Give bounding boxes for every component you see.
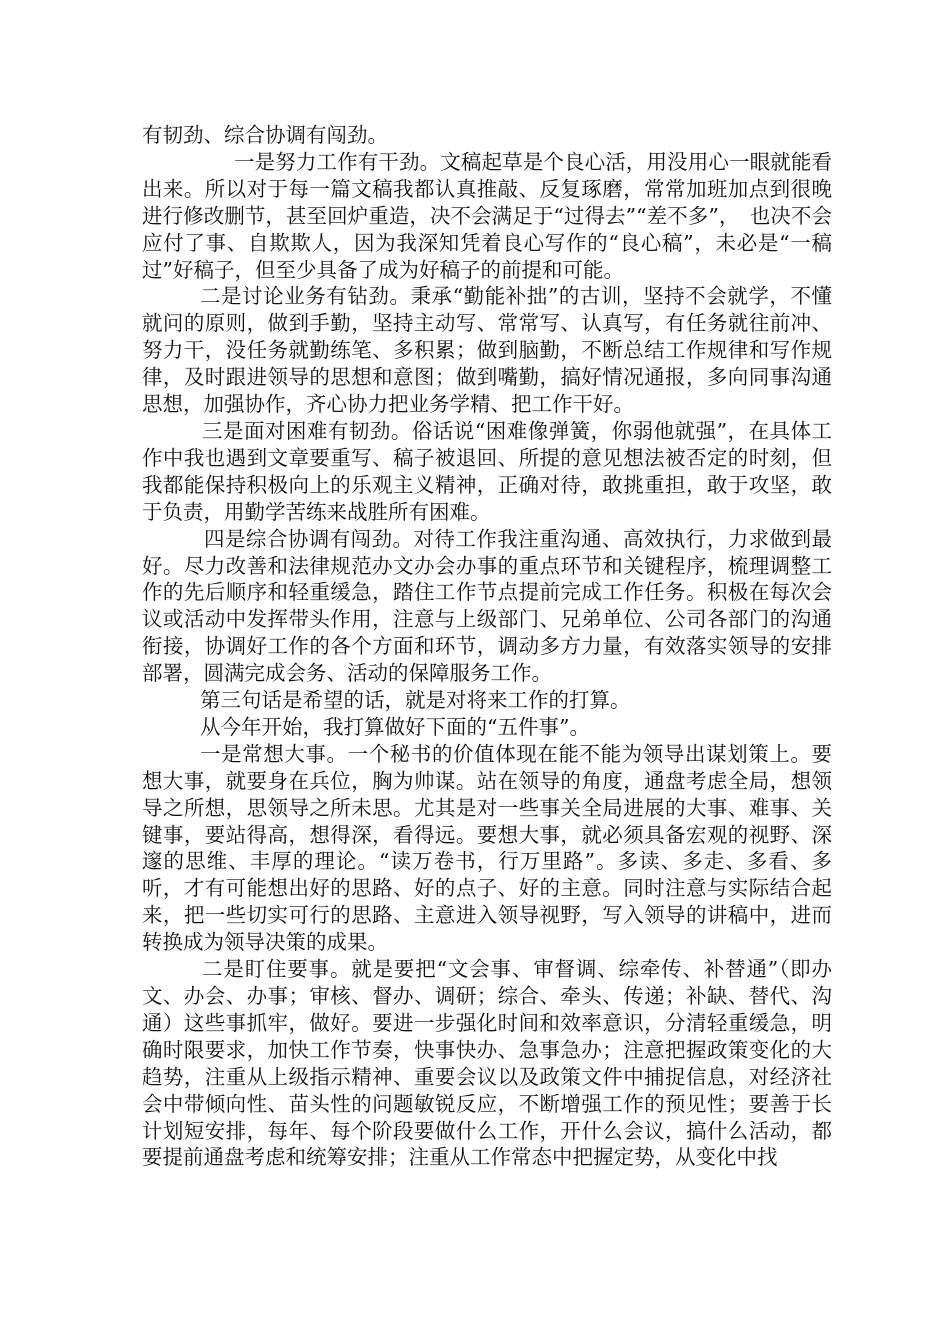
paragraph-coordination: 四是综合协调有闯劲。对待工作我注重沟通、高效执行，力求做到最好。尽力改善和法律规范办文办会办事的重点环节和关键程序，梳理调整工作的先后顺序和轻重缓急，踏住工作节点提前完成工作任务。积极在每次会议或活动中发挥带头作用，注意与上级部门、兄弟单位、公司各部门的沟通衔接，协调好工作的各个方面和环节，调动多方力量，有效落实领导的安排部署，圆满完成会务、活动的保障服务工作。: [142, 526, 832, 686]
paragraph-study-drive: 二是讨论业务有钻劲。秉承“勤能补拙”的古训，坚持不会就学，不懂就问的原则，做到手勤，坚持主动写、常常写、认真写，有任务就往前冲、努力干，没任务就勤练笔、多积累；做到脑勤，不断总结工作规律和写作规律，及时跟进领导的思想和意图；做到嘴勤，搞好情况通报，多向同事沟通思想，加强协作，齐心协力把业务学精、把工作干好。: [142, 284, 832, 417]
paragraph-key-matters: 二是盯住要事。就是要把“文会事、审督调、综牵传、补替通”（即办文、办会、办事；审核、督办、调研；综合、牵头、传递；补缺、替代、沟通）这些事抓牢，做好。要进一步强化时间和效率意识，分清轻重缓急，明确时限要求，加快工作节奏，快事快办、急事急办；注意把握政策变化的大趋势，注重从上级指示精神、重要会议以及政策文件中捕捉信息，对经济社会中带倾向性、苗头性的问题敏锐反应，不断增强工作的预见性；要善于长计划短安排，每年、每个阶段要做什么工作，开什么会议，搞什么活动，都要提前通盘考虑和统筹安排；注重从工作常态中把握定势，从变化中找: [142, 957, 832, 1170]
paragraph-tenacity: 三是面对困难有韧劲。俗话说“困难像弹簧，你弱他就强”，在具体工作中我也遇到文章要重写、稿子被退回、所提的意见想法被否定的时刻，但我都能保持积极向上的乐观主义精神，正确对待，敢挑重担，敢于攻坚，敢于负责，用勤学苦练来战胜所有困难。: [142, 418, 832, 524]
document-body: [142, 122, 832, 1171]
paragraph-think-big: 一是常想大事。一个秘书的价值体现在能不能为领导出谋划策上。要想大事，就要身在兵位，胸为帅谋。站在领导的角度，通盘考虑全局，想领导之所想，思领导之所未思。尤其是对一些事关全局进展的大事、难事、关键事，要站得高，想得深，看得远。要想大事，就必须具备宏观的视野、深邃的思维、丰厚的理论。“读万卷书，行万里路”。多读、多走、多看、多听，才有可能想出好的思路、好的点子、好的主意。同时注意与实际结合起来，把一些切实可行的思路、主意进入领导视野，写入领导的讲稿中，进而转换成为领导决策的成果。: [142, 741, 832, 955]
paragraph-five-things: 从今年开始，我打算做好下面的“五件事”。: [200, 714, 590, 739]
paragraph-continuation: 有韧劲、综合协调有闯劲。: [142, 123, 388, 147]
paragraph-third-sentence: 第三句话是希望的话，就是对将来工作的打算。: [200, 688, 631, 713]
paragraph-effort-drive: 一是努力工作有干劲。文稿起草是个良心活，用没用心一眼就能看出来。所以对于每一篇文稿我都认真推敲、反复琢磨，常常加班加点到很晚进行修改删节，甚至回炉重造，决不会满足于“过得去”“差不多”， 也决不会应付了事、自欺欺人，因为我深知凭着良心写作的“良心稿”，未必是“一稿过”好稿子，但至少具备了成为好稿子的前提和可能。: [142, 149, 832, 282]
